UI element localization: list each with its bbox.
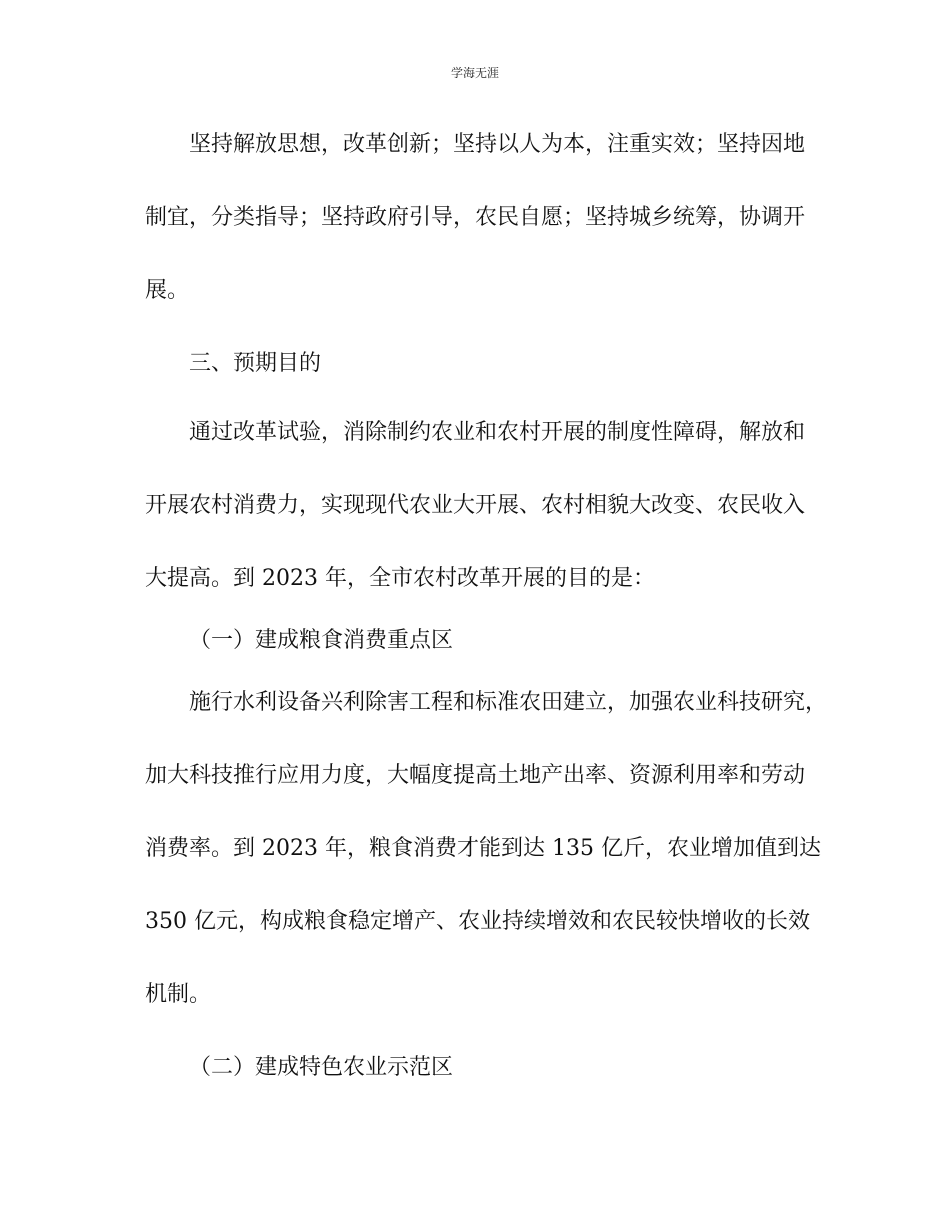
paragraph-principles [145,122,825,341]
paragraph-line: 开展农村消费力，实现现代农业大开展、农村相貌大改变、农民收入 [145,493,806,518]
paragraph-line: 350 亿元，构成粮食稳定增产、农业持续增效和农民较快增收的长效 [145,909,810,934]
paragraph-line: 消费率。到 2023 年，粮食消费才能到达 135 亿斤，农业增加值到达 [145,836,821,861]
paragraph-line: 大提高。到 2023 年，全市农村改革开展的目的是： [145,566,655,591]
paragraph-grain [145,680,828,1045]
paragraph-line: 展。 [145,278,190,303]
paragraph-line: 机制。 [145,982,212,1007]
paragraph-line: 坚持解放思想，改革创新；坚持以人为本，注重实效；坚持因地 [189,132,806,157]
page-header: 学海无涯 [450,66,499,80]
paragraph-goals [145,410,825,618]
paragraph-line: 制宜，分类指导；坚持政府引导，农民自愿；坚持城乡统筹，协调开 [145,205,806,230]
section-heading-3: 三、预期目的 [189,351,322,376]
subheading-2: （二）建成特色农业示范区 [189,1055,454,1080]
paragraph-line: 加大科技推行应用力度，大幅度提高土地产出率、资源利用率和劳动 [145,763,806,788]
paragraph-line: 通过改革试验，消除制约农业和农村开展的制度性障碍，解放和 [189,420,806,445]
paragraph-line: 施行水利设备兴利除害工程和标准农田建立，加强农业科技研究， [189,690,828,715]
subheading-1: （一）建成粮食消费重点区 [189,628,454,653]
document-body [145,122,828,1118]
